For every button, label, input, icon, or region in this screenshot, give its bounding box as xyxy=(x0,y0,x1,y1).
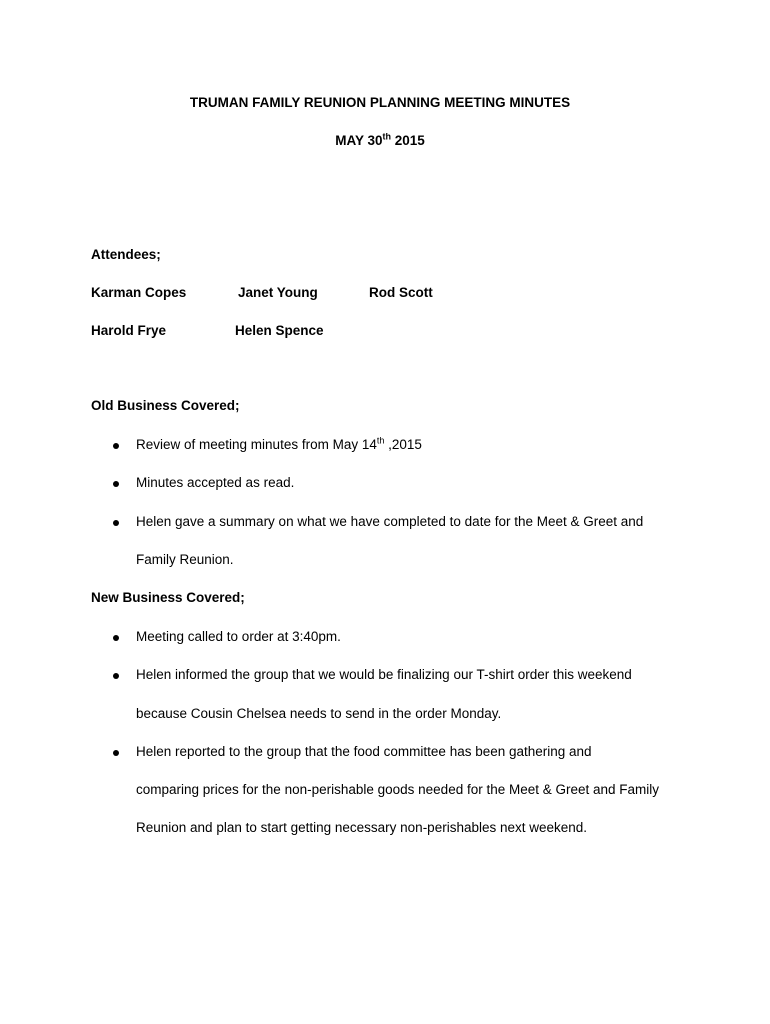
bullet-icon xyxy=(113,635,119,641)
attendee-name: Helen Spence xyxy=(235,323,324,338)
list-item-continuation: comparing prices for the non-perishable goods needed for the Meet & Greet and Family xyxy=(136,782,660,797)
bullet-icon xyxy=(113,481,119,487)
list-item-text-end: ,2015 xyxy=(384,437,422,452)
list-item: Minutes accepted as read. xyxy=(136,475,295,490)
new-business-label: New Business Covered; xyxy=(91,590,245,605)
bullet-icon xyxy=(113,443,119,449)
list-item-continuation: because Cousin Chelsea needs to send in the order Monday. xyxy=(136,706,502,721)
old-business-label: Old Business Covered; xyxy=(91,398,240,413)
attendee-name: Harold Frye xyxy=(91,323,167,338)
date-year: 2015 xyxy=(391,133,425,148)
list-item xyxy=(136,437,422,452)
date-suffix: th xyxy=(382,131,391,142)
bullet-icon xyxy=(113,673,119,679)
meeting-date xyxy=(0,133,760,148)
list-item-continuation: Family Reunion. xyxy=(136,552,234,567)
list-item-text: Review of meeting minutes from May 14 xyxy=(136,437,377,452)
attendees-label: Attendees; xyxy=(91,247,161,262)
list-item: Meeting called to order at 3:40pm. xyxy=(136,629,341,644)
document-title: TRUMAN FAMILY REUNION PLANNING MEETING MINUTES xyxy=(189,95,571,110)
list-item-suffix: th xyxy=(376,435,385,446)
attendee-name: Rod Scott xyxy=(369,285,433,300)
list-item-continuation: Reunion and plan to start getting necessary non-perishables next weekend. xyxy=(136,820,588,835)
bullet-icon xyxy=(113,520,119,526)
date-text: MAY 30 xyxy=(335,133,383,148)
list-item: Helen informed the group that we would be finalizing our T-shirt order this weekend xyxy=(136,667,632,682)
bullet-icon xyxy=(113,750,119,756)
attendee-name: Karman Copes xyxy=(91,285,187,300)
attendee-name: Janet Young xyxy=(238,285,318,300)
list-item: Helen reported to the group that the food committee has been gathering and xyxy=(136,744,592,759)
list-item: Helen gave a summary on what we have completed to date for the Meet & Greet and xyxy=(136,514,644,529)
